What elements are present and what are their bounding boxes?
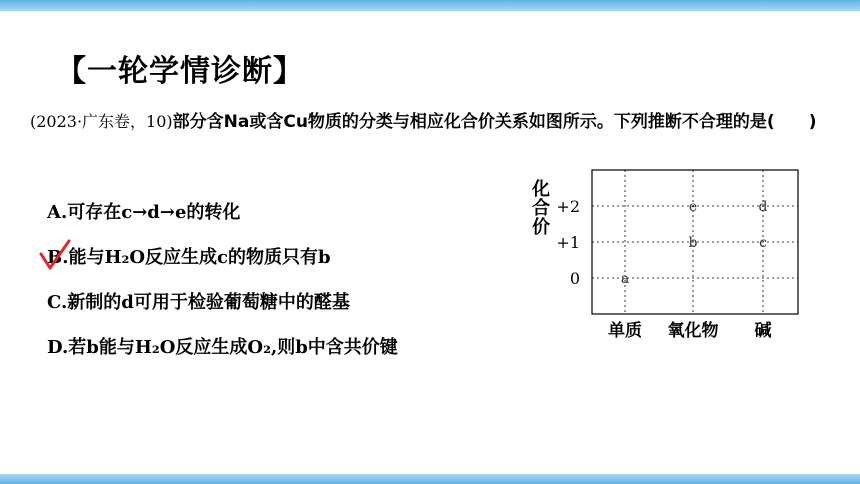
point-label: d bbox=[758, 199, 768, 215]
y-tick-label: +1 bbox=[556, 233, 580, 252]
top-banner bbox=[0, 0, 860, 11]
check-mark-icon bbox=[38, 238, 72, 272]
point-label: b bbox=[688, 235, 698, 251]
question-body: 部分含Na或含Cu物质的分类与相应化合价关系如图所示。下列推断不合理的是( ) bbox=[172, 112, 817, 132]
question-text bbox=[30, 103, 830, 141]
page-title: 【一轮学情诊断】 bbox=[56, 54, 304, 89]
x-tick-label: 氧化物 bbox=[667, 321, 719, 341]
point-label: c bbox=[759, 235, 767, 251]
x-tick-label: 单质 bbox=[608, 321, 642, 341]
option-d: D.若b能与H₂O反应生成O₂,则b中含共价键 bbox=[47, 337, 398, 358]
option-a: A.可存在c→d→e的转化 bbox=[47, 202, 241, 223]
chart-ylabel: 化合价 bbox=[532, 179, 550, 238]
y-tick-label: +2 bbox=[556, 197, 580, 216]
option-b: B.能与H₂O反应生成c的物质只有b bbox=[47, 247, 331, 268]
question-source: (2023·广东卷，10) bbox=[30, 112, 173, 131]
option-c: C.新制的d可用于检验葡萄糖中的醛基 bbox=[47, 292, 350, 313]
bottom-banner bbox=[0, 474, 860, 484]
point-label: a bbox=[620, 271, 630, 287]
x-tick-label: 碱 bbox=[754, 321, 772, 341]
y-tick-label: 0 bbox=[569, 269, 580, 288]
valence-chart bbox=[530, 166, 810, 346]
point-label: e bbox=[688, 199, 698, 215]
